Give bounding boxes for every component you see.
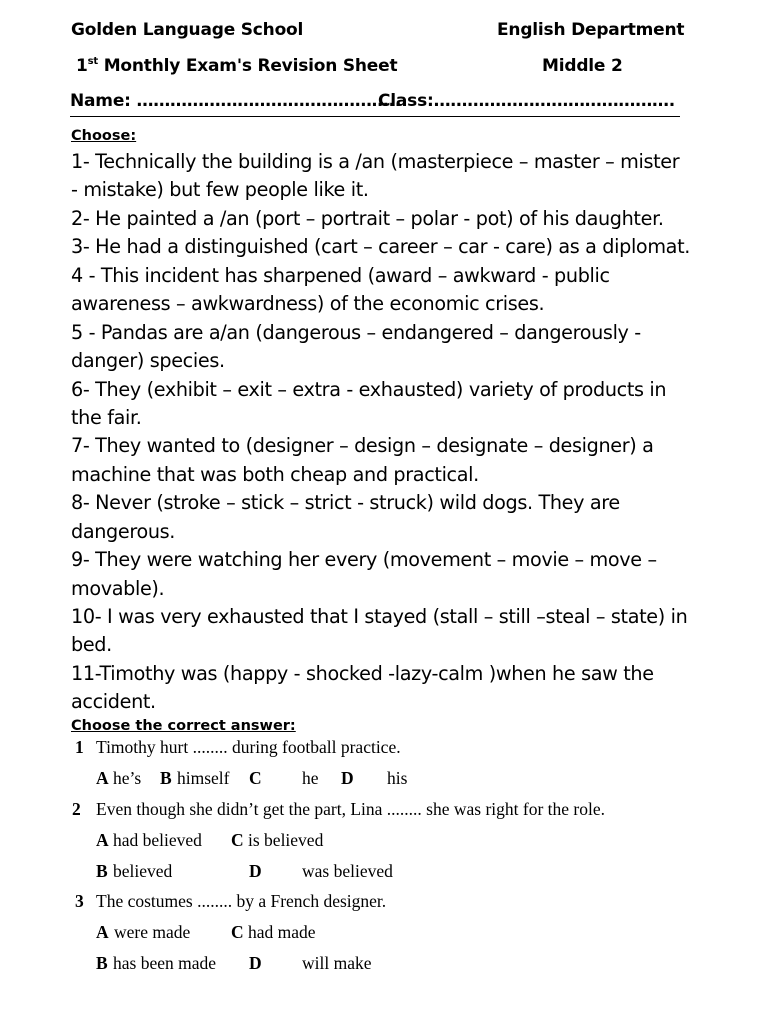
option-letter-c: C: [231, 830, 244, 850]
mc-question-text: The costumes ........ by a French designer.: [96, 891, 387, 911]
option-b-text: himself: [177, 768, 230, 788]
header-divider: [70, 116, 680, 117]
option-letter-a: A: [96, 830, 109, 850]
mc-question-text: Timothy hurt ........ during football practice.: [96, 737, 401, 757]
option-a-text: were made: [114, 922, 191, 942]
question-line: machine that was both cheap and practical.: [71, 462, 479, 486]
question-line: 10- I was very exhausted that I stayed (stall – still –steal – state) in: [71, 605, 688, 628]
section1-questions: [71, 148, 689, 717]
option-letter-b: B: [96, 861, 108, 881]
sheet-title: [76, 56, 397, 76]
option-d-text: his: [387, 768, 408, 788]
question-line: - mistake) but few people like it.: [71, 178, 369, 202]
name-field: Name: ………………………………………..: [70, 91, 401, 111]
option-letter-c: C: [249, 768, 262, 788]
option-letter-d: D: [341, 768, 354, 788]
question-line: 4 - This incident has sharpened (award – awkward - public: [71, 263, 610, 287]
question-line: 6- They (exhibit – exit – extra - exhausted) variety of products in: [71, 377, 667, 401]
question-line: 2- He painted a /an (port – portrait – polar - pot) of his daughter.: [71, 206, 664, 230]
question-line: movable).: [71, 576, 165, 600]
option-c-text: had made: [248, 922, 316, 942]
class-field: Class:…………………………………….: [378, 91, 676, 111]
question-line: 7- They wanted to (designer – design – designate – designer) a: [71, 434, 654, 458]
question-line: 11-Timothy was (happy - shocked -lazy-calm )when he saw the: [71, 661, 654, 685]
option-c-text: is believed: [248, 830, 324, 850]
mc-question-text: Even though she didn’t get the part, Lina ........ she was right for the role.: [96, 799, 606, 819]
question-line: 8- Never (stroke – stick – strict - struck) wild dogs. They are: [71, 491, 620, 515]
option-d-text: was believed: [302, 861, 393, 881]
title-text: Monthly Exam's Revision Sheet: [103, 56, 398, 76]
question-line: danger) species.: [71, 349, 225, 373]
section2-heading: Choose the correct answer:: [71, 718, 296, 734]
question-line: 9- They were watching her every (movement – movie – move –: [71, 548, 657, 572]
section1-heading: Choose:: [71, 128, 137, 144]
option-letter-d: D: [249, 861, 262, 881]
title-ordinal-suffix: st: [87, 56, 98, 67]
option-letter-c: C: [231, 922, 244, 942]
question-line: awareness – awkwardness) of the economic crises.: [71, 292, 545, 316]
option-c-text: he: [302, 768, 319, 788]
question-line: dangerous.: [71, 519, 176, 543]
question-line: bed.: [71, 633, 112, 657]
question-line: 5 - Pandas are a/an (dangerous – endangered – dangerously -: [71, 320, 641, 344]
mc-number: 1: [75, 737, 84, 757]
school-name: Golden Language School: [71, 20, 304, 40]
grade-label: Middle 2: [542, 56, 623, 76]
title-ordinal: 1: [76, 56, 88, 76]
option-d-text: will make: [302, 953, 372, 973]
question-line: the fair.: [71, 405, 142, 429]
question-line: accident.: [71, 690, 156, 714]
option-letter-a: A: [96, 922, 109, 942]
option-b-text: believed: [113, 861, 173, 881]
question-line: 3- He had a distinguished (cart – career – car - care) as a diplomat.: [71, 235, 690, 259]
option-a-text: had believed: [113, 830, 202, 850]
mc-number: 2: [72, 799, 81, 819]
department-name: English Department: [497, 20, 685, 40]
option-letter-d: D: [249, 953, 262, 973]
option-b-text: has been made: [113, 953, 217, 973]
option-letter-a: A: [96, 768, 109, 788]
option-letter-b: B: [160, 768, 172, 788]
question-line: 1- Technically the building is a /an (masterpiece – master – mister: [71, 150, 680, 173]
option-letter-b: B: [96, 953, 108, 973]
option-a-text: he’s: [113, 768, 142, 788]
mc-number: 3: [75, 891, 84, 911]
